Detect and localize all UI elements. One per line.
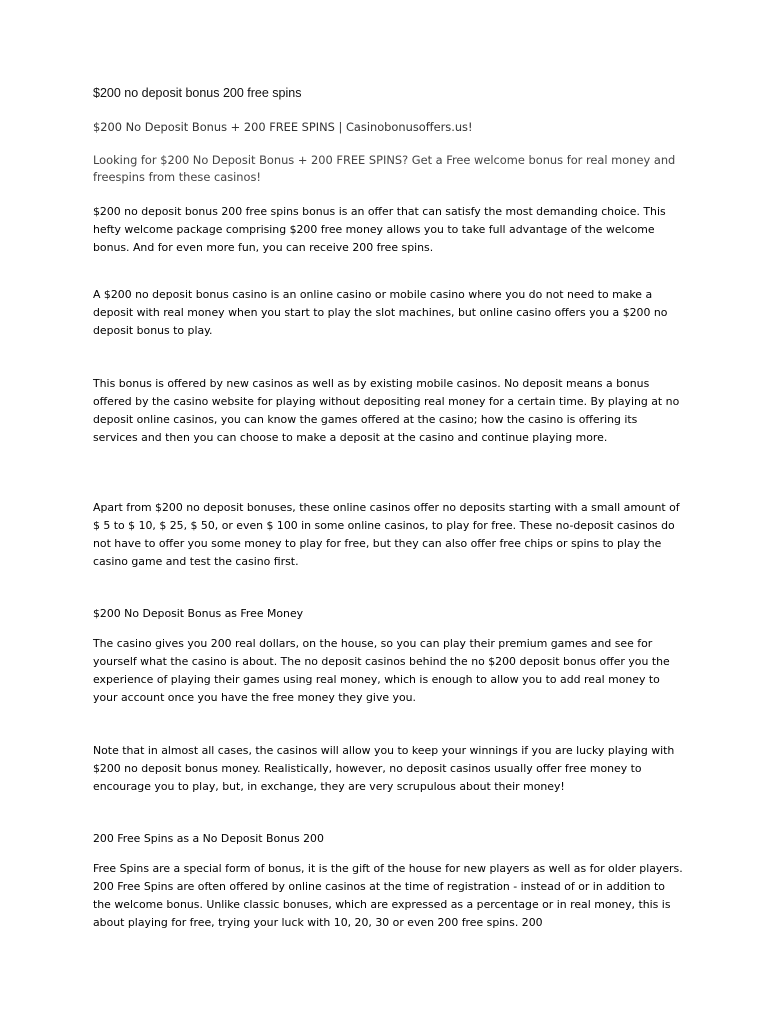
body-paragraph: $200 no deposit bonus 200 free spins bonus is an offer that can satisfy the most demanding choice. This hefty welcome package comprising $200 free money allows you to take full advantage of the welcome bonus. And for even more fun, you can receive 200 free spins. — [93, 205, 666, 254]
document-title: $200 no deposit bonus 200 free spins — [93, 86, 302, 100]
body-paragraph: Free Spins are a special form of bonus, it is the gift of the house for new players as well as for older players. 200 Free Spins are often offered by online casinos at the time of registration - instead of or in addition to the welcome bonus. Unlike classic bonuses, which are expressed as a percentage or in real money, this is about playing for free, trying your luck with 10, 20, 30 or even 200 free spins. 200 — [93, 862, 683, 929]
body-paragraph: A $200 no deposit bonus casino is an online casino or mobile casino where you do not need to make a deposit with real money when you start to play the slot machines, but online casino offers you a $200 no deposit bonus to play. — [93, 288, 668, 337]
section-heading-free-spins: 200 Free Spins as a No Deposit Bonus 200 — [93, 832, 324, 845]
body-paragraph: Note that in almost all cases, the casinos will allow you to keep your winnings if you are lucky playing with $200 no deposit bonus money. Realistically, however, no deposit casinos usually offer free money to encourage you to play, but, in exchange, they are very scrupulous about their money! — [93, 744, 675, 793]
section-heading-free-money: $200 No Deposit Bonus as Free Money — [93, 607, 304, 620]
page-heading: $200 No Deposit Bonus + 200 FREE SPINS | Casinobonusoffers.us! — [93, 120, 473, 134]
intro-paragraph: Looking for $200 No Deposit Bonus + 200 FREE SPINS? Get a Free welcome bonus for real money and freespins from these casinos! — [93, 153, 676, 184]
body-paragraph: Apart from $200 no deposit bonuses, these online casinos offer no deposits starting with a small amount of $ 5 to $ 10, $ 25, $ 50, or even $ 100 in some online casinos, to play for free. These no-deposit casinos do not have to offer you some money to play for free, but they can also offer free chips or spins to play the casino game and test the casino first. — [93, 501, 680, 568]
body-paragraph: This bonus is offered by new casinos as well as by existing mobile casinos. No deposit means a bonus offered by the casino website for playing without depositing real money for a certain time. By playing at no deposit online casinos, you can know the games offered at the casino; how the casino is offering its services and then you can choose to make a deposit at the casino and continue playing more. — [93, 377, 680, 444]
body-paragraph: The casino gives you 200 real dollars, on the house, so you can play their premium games and see for yourself what the casino is about. The no deposit casinos behind the no $200 deposit bonus offer you the experience of playing their games using real money, which is enough to allow you to add real money to your account once you have the free money they give you. — [93, 637, 670, 704]
